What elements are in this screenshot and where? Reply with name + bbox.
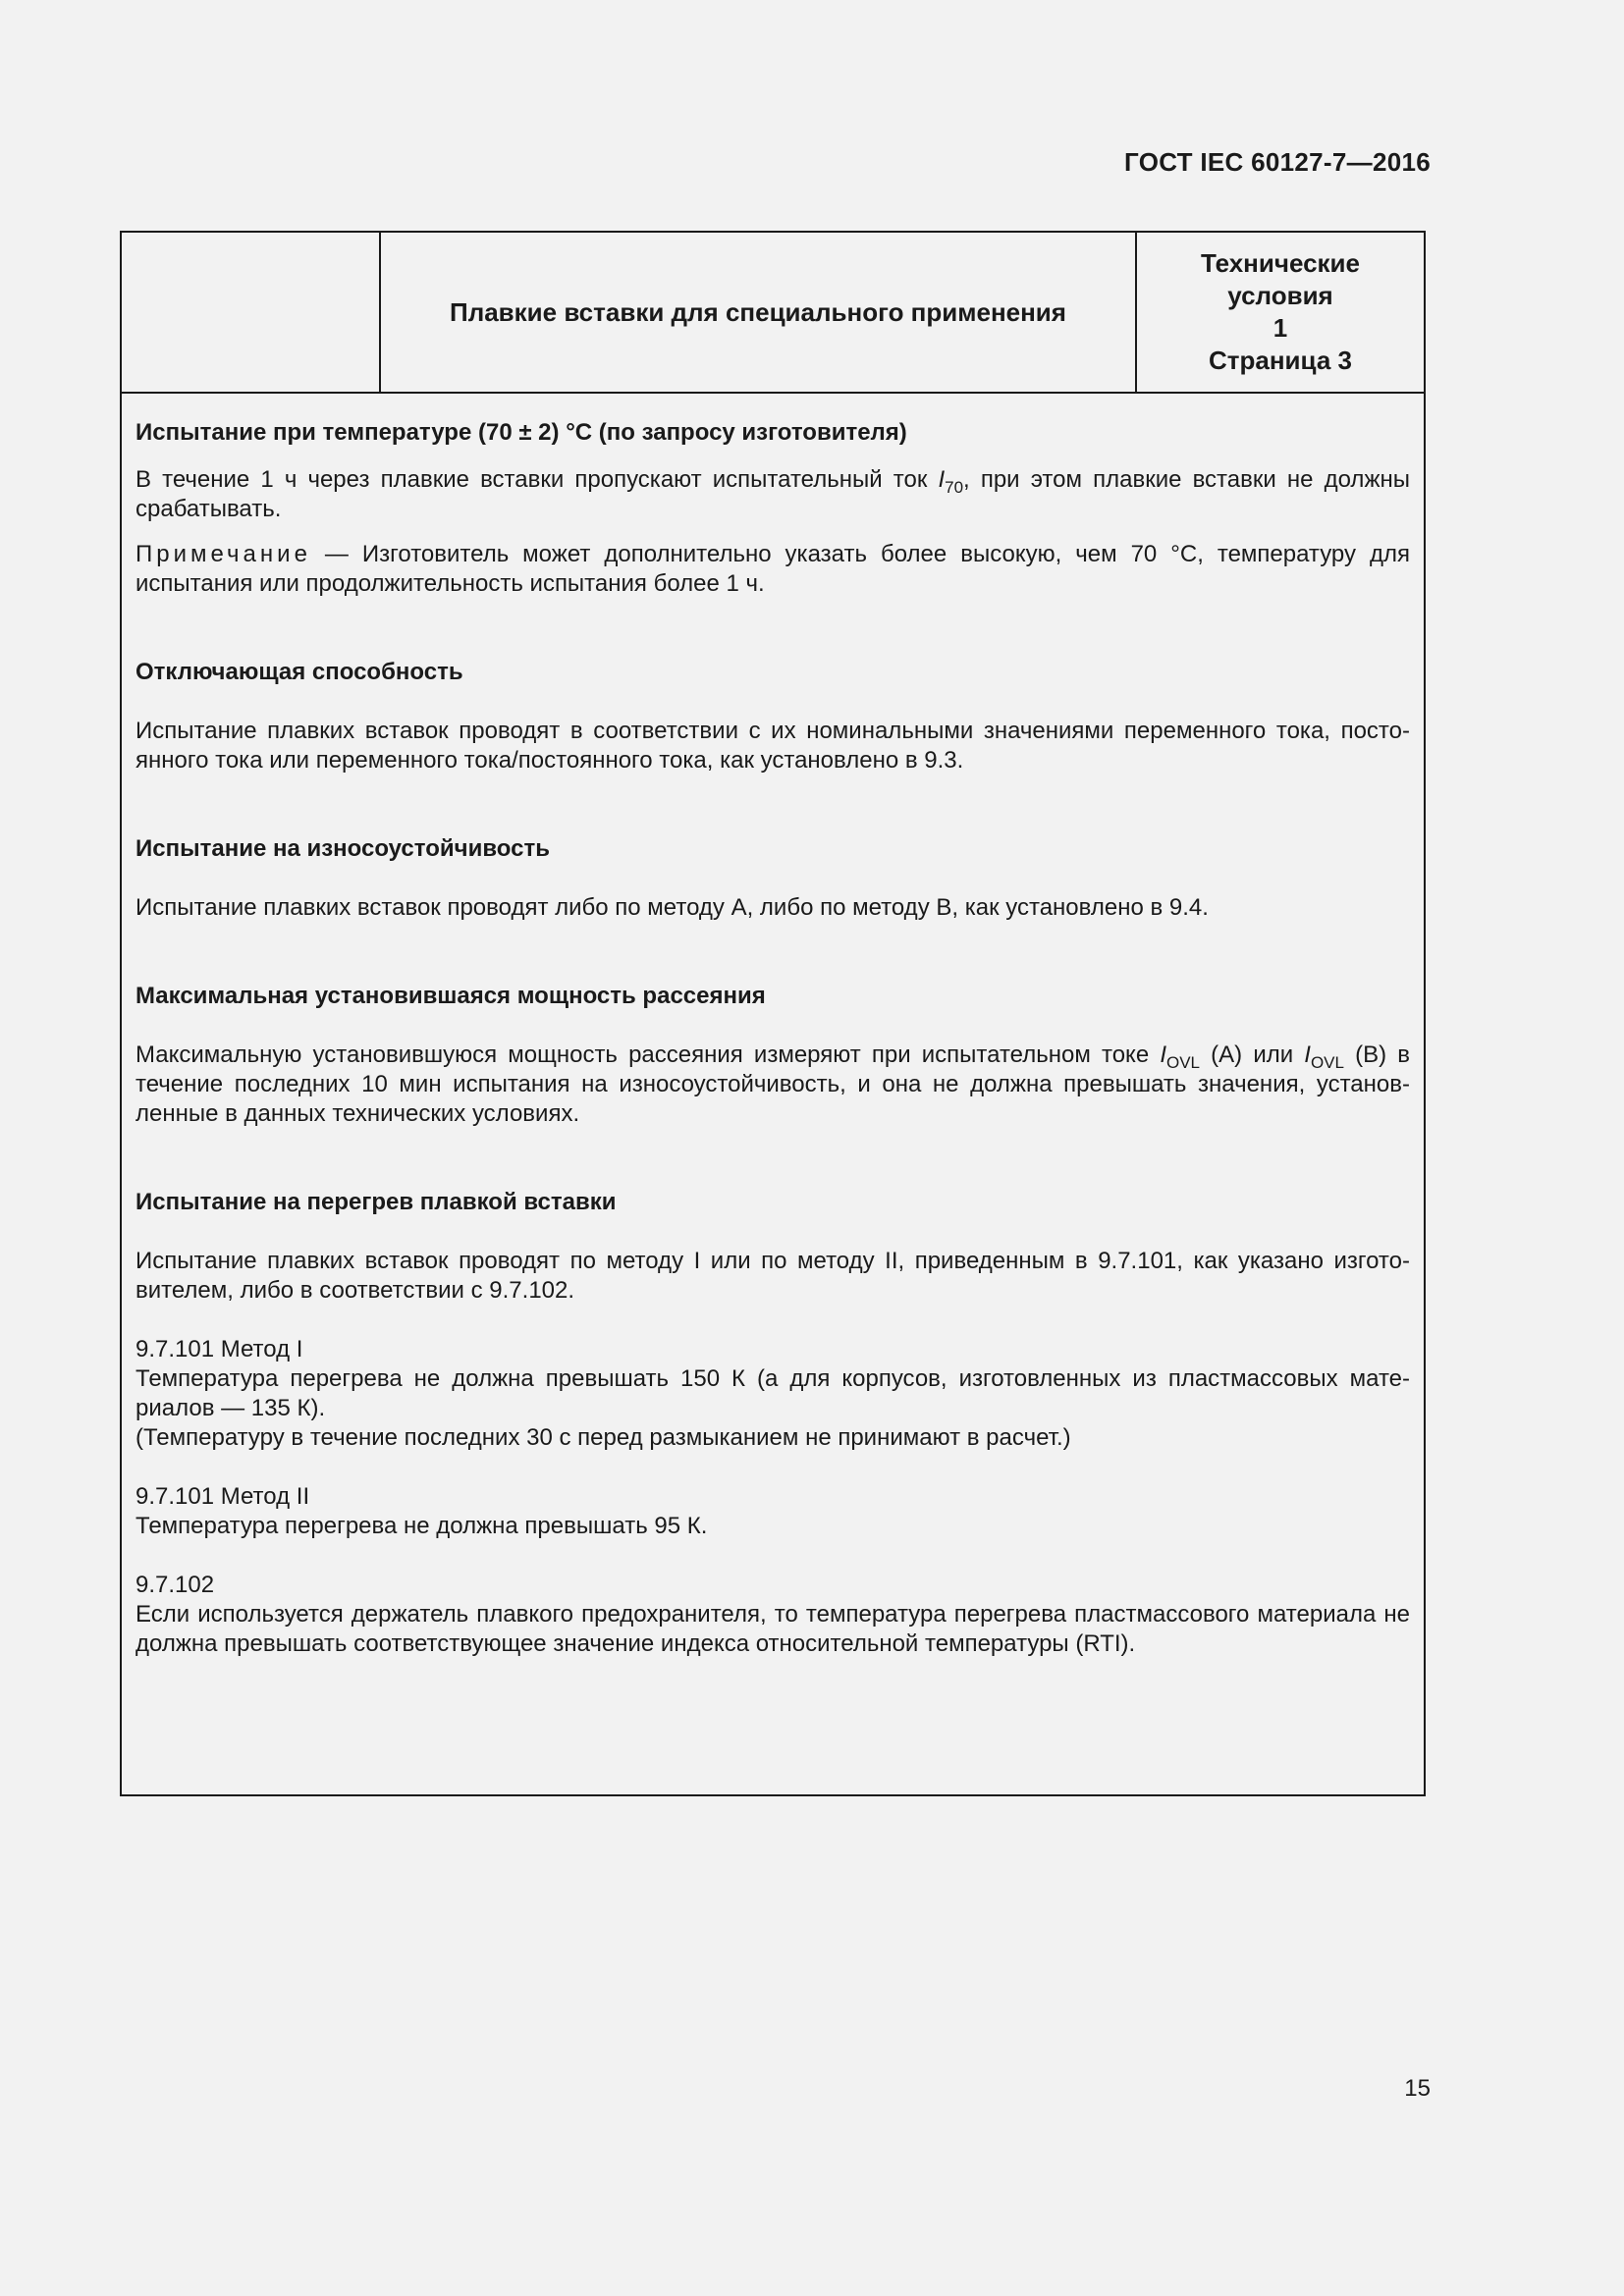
method-1-remark: (Температуру в течение последних 30 с перед размыканием не принимают в расчет.) xyxy=(135,1424,1071,1451)
symbol-i: I xyxy=(938,466,946,493)
text-run: (A) или xyxy=(1200,1041,1305,1068)
section-title-breaking-capacity: Отключающая способность xyxy=(135,659,463,685)
method-2-text: Температура перегрева не должна превышать 95 К. xyxy=(135,1513,708,1539)
clause-9-7-102-heading: 9.7.102 xyxy=(135,1572,215,1598)
section-title-temp-test: Испытание при температуре (70 ± 2) °С (по запросу изготовителя) xyxy=(135,419,907,446)
text-run: , при этом плавкие вставки не должны срабатывать. xyxy=(135,466,1410,522)
method-1-heading: 9.7.101 Метод I xyxy=(135,1336,303,1362)
text-run: (B) в течение последних 10 мин испытания на износоустойчивость, и она не должна превышать значения, установ-ленные в данных технических условиях. xyxy=(135,1041,1411,1127)
subscript-70: 70 xyxy=(945,478,964,497)
spec-header xyxy=(122,233,1424,394)
symbol-i: I xyxy=(1304,1041,1311,1068)
note-text: — Изготовитель может дополнительно указать более высокую, чем 70 °С, температуру для испытания или продолжительность испытания более 1 ч. xyxy=(135,541,1410,597)
header-spec-sheet xyxy=(1137,233,1424,392)
spec-line-2: условия xyxy=(1227,281,1333,310)
subscript-ovl: OVL xyxy=(1310,1053,1344,1072)
section-title-power-dissipation: Максимальная установившаяся мощность рассеяния xyxy=(135,983,766,1009)
paragraph-endurance: Испытание плавких вставок проводят либо по методу А, либо по методу В, как установлено в 9.4. xyxy=(135,894,1209,921)
method-2-heading: 9.7.101 Метод II xyxy=(135,1483,310,1510)
paragraph-breaking-capacity: Испытание плавких вставок проводят в соответствии с их номинальными значениями переменного тока, посто-янного тока или переменного тока/постоянного тока, как установлено в 9.3. xyxy=(135,718,1410,774)
spec-line-1: Технические xyxy=(1201,248,1360,278)
header-empty-cell xyxy=(122,233,381,392)
symbol-i: I xyxy=(1160,1041,1166,1068)
header-title: Плавкие вставки для специального применения xyxy=(381,233,1137,392)
paragraph-power-dissipation xyxy=(135,1041,1410,1129)
text-run: Максимальную установившуюся мощность рассеяния измеряют при испытательном токе xyxy=(135,1041,1161,1068)
spec-line-4: Страница 3 xyxy=(1209,346,1352,375)
spec-line-3: 1 xyxy=(1272,313,1288,343)
spec-content xyxy=(122,394,1424,1659)
spec-frame xyxy=(120,231,1426,1796)
text-run: В течение 1 ч через плавкие вставки пропускают испытательный ток xyxy=(135,466,939,493)
standard-code: ГОСТ IEC 60127-7—2016 xyxy=(1124,147,1431,177)
page-number: 15 xyxy=(1404,2075,1431,2102)
clause-9-7-102-text: Если используется держатель плавкого предохранителя, то температура перегрева пластмассового материала не должна превышать соответствующее значение индекса относительной температуры (RTI). xyxy=(135,1601,1410,1657)
section-title-endurance: Испытание на износоустойчивость xyxy=(135,835,550,862)
note-temp-test xyxy=(135,540,1410,599)
subscript-ovl: OVL xyxy=(1166,1053,1201,1072)
note-label: Примечание xyxy=(135,541,311,567)
method-1-text: Температура перегрева не должна превышать 150 К (а для корпусов, изготовленных из пластмассовых мате-риалов — 135 К). xyxy=(135,1365,1410,1421)
section-title-temperature-rise: Испытание на перегрев плавкой вставки xyxy=(135,1189,617,1215)
paragraph-temp-test xyxy=(135,465,1410,524)
paragraph-temperature-rise: Испытание плавких вставок проводят по методу I или по методу II, приведенным в 9.7.101, как указано изгото-вителем, либо в соответствии с 9.7.102. xyxy=(135,1248,1410,1304)
